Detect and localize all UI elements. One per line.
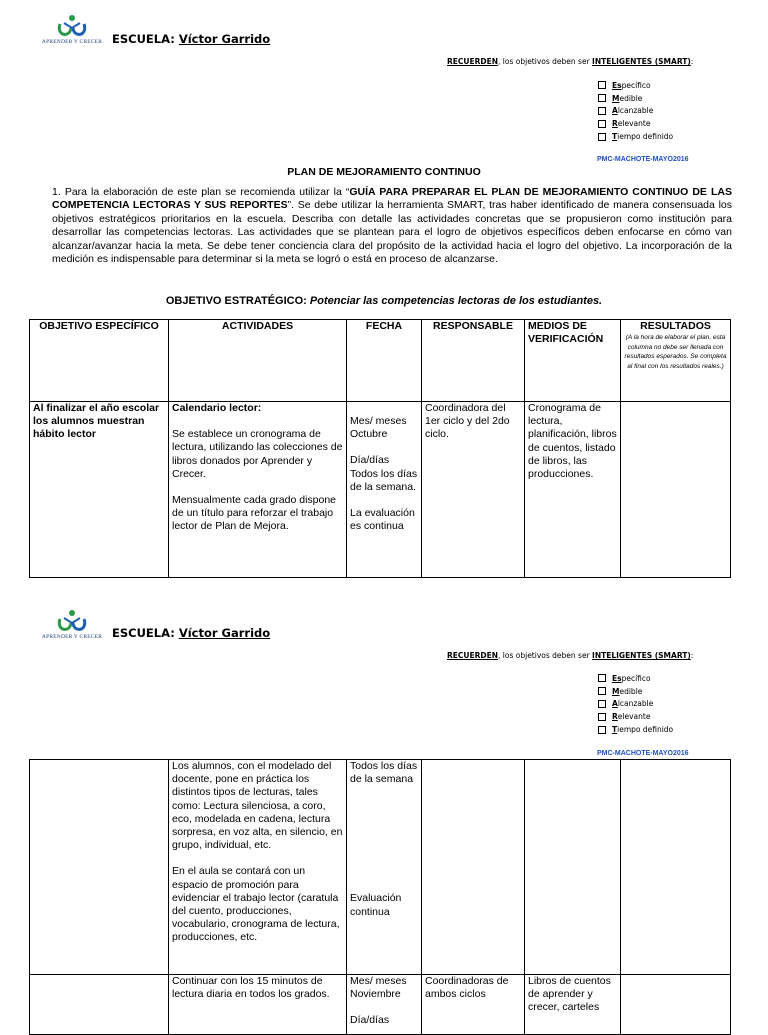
table-header-row: [30, 320, 731, 402]
responsible-cell: Coordinadora del 1er ciclo y del 2do ciclo.: [422, 402, 525, 578]
verification-cell: Cronograma de lectura, planificación, libros de cuentos, listado de libros, las producciones.: [525, 402, 621, 578]
smart-reminder: [447, 57, 693, 66]
logo: [36, 14, 116, 54]
reminder-text: , los objetivos deben ser: [498, 651, 593, 660]
activity-title: Calendario lector:: [172, 402, 262, 414]
smart-item[interactable]: [598, 710, 673, 723]
activity-cell: [169, 760, 347, 975]
smart-item[interactable]: [598, 672, 673, 685]
checkbox[interactable]: [598, 107, 606, 115]
smart-item-initial: Es: [612, 80, 622, 90]
reminder-smart: INTELIGENTES (SMART): [592, 651, 691, 660]
date-text: Mes/ meses Noviembre: [350, 975, 407, 1001]
checkbox[interactable]: [598, 687, 606, 695]
activity-text: Los alumnos, con el modelado del docente, pone en práctica los distintos tipos de lecturas, tales como: Lectura silenciosa, a coro, eco, modelada en cadena, lectura sorpresa, en voz alta, en silencio, en grupo, individual, etc.: [172, 760, 343, 852]
results-note: (A la hora de elaborar el plan, esta columna no debe ser llenada con resultados esperados. Se completa al final con los resultados reales.): [624, 334, 727, 370]
reminder-bold: RECUERDEN: [447, 57, 499, 66]
date-cell: [347, 975, 422, 1035]
smart-item[interactable]: [598, 130, 673, 143]
activity-text: Se establece un cronograma de lectura, utilizando las colecciones de libros donados por Aprender y Crecer.: [172, 428, 343, 480]
date-text: Día/días Todos los días de la semana.: [350, 454, 418, 493]
smart-item[interactable]: [598, 105, 673, 118]
column-header-results: [621, 320, 731, 402]
aprender-crecer-logo-icon: [36, 14, 108, 40]
column-header: ACTIVIDADES: [169, 320, 347, 402]
checkbox[interactable]: [598, 81, 606, 89]
smart-item[interactable]: [598, 92, 673, 105]
date-cell: [347, 760, 422, 975]
smart-item-initial: R: [612, 119, 618, 129]
checkbox[interactable]: [598, 726, 606, 734]
smart-item-label: elevante: [617, 119, 651, 129]
date-cell: [347, 402, 422, 578]
table-row: [30, 760, 731, 975]
smart-item-initial: A: [612, 106, 618, 116]
instructions-paragraph: [52, 186, 732, 266]
verification-cell: [525, 760, 621, 975]
smart-item-initial: A: [612, 699, 618, 709]
objective-label: OBJETIVO ESTRATÉGICO:: [165, 295, 310, 307]
plan-table-continued: [29, 759, 731, 1035]
smart-item[interactable]: [598, 117, 673, 130]
aprender-crecer-logo-icon: [36, 609, 108, 635]
date-text: Evaluación continua: [350, 892, 402, 918]
date-text: La evaluación es continua: [350, 507, 415, 533]
smart-item[interactable]: [598, 685, 673, 698]
checkbox[interactable]: [598, 700, 606, 708]
school-name: Víctor Garrido: [178, 32, 271, 46]
para-start: 1. Para la elaboración de este plan se recomienda utilizar la “: [52, 186, 350, 198]
smart-item-label: iempo definido: [617, 725, 674, 735]
activity-cell: [169, 402, 347, 578]
logo-text: APRENDER Y CRECER: [41, 39, 103, 45]
results-cell: [621, 402, 731, 578]
reminder-text: , los objetivos deben ser: [498, 57, 593, 66]
para-rest: ”. Se debe utilizar la herramienta SMART, tras haber identificado de manera consensuada los objetivos estratégicos prioritarios en la escuela. Describa con detalle las actividades concretas que se propusieron como institución para desarrollar las competencias lectoras. Las actividades que se plantean para el logro de objetivos específicos deben enfocarse en cómo van alcanzar/avanzar hacia la meta. Se debe tener conciencia clara del propósito de la actividad hacia el logro del objetivo. La incorporación de la medición es indispensable para determinar si la meta se logró o está en proceso de alcanzarse.: [52, 199, 732, 266]
school-name: Víctor Garrido: [178, 626, 271, 640]
plan-table: [29, 319, 731, 578]
smart-item-initial: T: [612, 725, 618, 735]
table-row: [30, 975, 731, 1035]
responsible-cell: [422, 760, 525, 975]
reminder-colon: :: [690, 651, 694, 660]
smart-checklist: [598, 79, 673, 143]
smart-item-label: pecífico: [621, 673, 651, 683]
column-header: OBJETIVO ESPECÍFICO: [30, 320, 169, 402]
checkbox[interactable]: [598, 133, 606, 141]
date-text: Mes/ meses Octubre: [350, 415, 407, 441]
document-code: PMC-MACHOTE-MAYO2016: [597, 156, 689, 163]
strategic-objective: [0, 295, 768, 307]
responsible-cell: Coordinadoras de ambos ciclos: [422, 975, 525, 1035]
objective-cell: [30, 760, 169, 975]
checkbox[interactable]: [598, 120, 606, 128]
reminder-colon: :: [690, 57, 694, 66]
school-label: ESCUELA:: [112, 32, 179, 46]
checkbox[interactable]: [598, 713, 606, 721]
objective-cell: Al finalizar el año escolar los alumnos muestran hábito lector: [30, 402, 169, 578]
checkbox[interactable]: [598, 94, 606, 102]
smart-item-label: lcanzable: [617, 699, 654, 709]
logo: [36, 609, 116, 649]
smart-item-label: iempo definido: [617, 132, 674, 142]
smart-item-initial: Es: [612, 673, 622, 683]
reminder-bold: RECUERDEN: [447, 651, 499, 660]
school-label: ESCUELA:: [112, 626, 179, 640]
column-header: MEDIOS DE VERIFICACIÓN: [525, 320, 621, 402]
smart-item[interactable]: [598, 79, 673, 92]
smart-item-label: pecífico: [621, 80, 651, 90]
logo-text: APRENDER Y CRECER: [41, 634, 103, 640]
smart-item-label: edible: [619, 686, 643, 696]
document-code: PMC-MACHOTE-MAYO2016: [597, 750, 689, 757]
guide-title: GUÍA PARA PREPARAR EL PLAN DE MEJORAMIENTO CONTINUO DE LAS COMPETENCIA LECTORAS Y SUS REPORTES: [52, 186, 732, 212]
activity-text: En el aula se contará con un espacio de promoción para evidenciar el trabajo lector (caratula del cuento, producciones, vocabulario, cronograma de lectura, producciones, etc.: [172, 865, 340, 944]
smart-reminder: [447, 651, 693, 660]
activity-text: Mensualmente cada grado dispone de un título para reforzar el trabajo lector de Plan de Mejora.: [172, 494, 337, 533]
activity-cell: Continuar con los 15 minutos de lectura diaria en todos los grados.: [169, 975, 347, 1035]
smart-item-initial: M: [612, 686, 620, 696]
results-cell: [621, 760, 731, 975]
checkbox[interactable]: [598, 674, 606, 682]
smart-item[interactable]: [598, 698, 673, 711]
date-text: Todos los días de la semana: [350, 760, 418, 786]
school-heading: [112, 32, 270, 46]
column-header: RESPONSABLE: [422, 320, 525, 402]
column-header: FECHA: [347, 320, 422, 402]
reminder-smart: INTELIGENTES (SMART): [592, 57, 691, 66]
table-row: [30, 402, 731, 578]
objective-cell: [30, 975, 169, 1035]
results-label: RESULTADOS: [640, 320, 711, 332]
smart-item-label: edible: [619, 93, 643, 103]
smart-item-initial: R: [612, 712, 618, 722]
smart-item-initial: T: [612, 132, 618, 142]
smart-checklist: [598, 672, 673, 736]
verification-cell: Libros de cuentos de aprender y crecer, carteles: [525, 975, 621, 1035]
smart-item-initial: M: [612, 93, 620, 103]
page-title: PLAN DE MEJORAMIENTO CONTINUO: [287, 166, 481, 178]
school-heading: [112, 626, 270, 640]
date-text: Día/días: [350, 1014, 390, 1027]
smart-item[interactable]: [598, 723, 673, 736]
smart-item-label: elevante: [617, 712, 651, 722]
results-cell: [621, 975, 731, 1035]
smart-item-label: lcanzable: [617, 106, 654, 116]
objective-text: Potenciar las competencias lectoras de los estudiantes.: [309, 295, 603, 307]
